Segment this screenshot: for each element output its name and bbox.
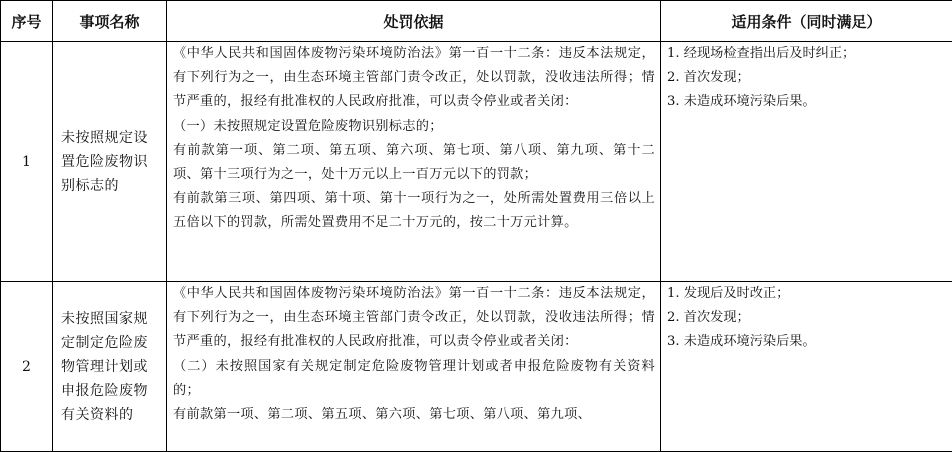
header-applicable-conditions: 适用条件（同时满足） <box>661 1 952 42</box>
penalty-basis-cell <box>167 282 661 452</box>
condition-item: 2. 首次发现； <box>667 310 750 325</box>
basis-paragraph: （一）未按照规定设置危险废物识别标志的； <box>173 118 443 134</box>
header-serial-no: 序号 <box>1 1 53 42</box>
serial-no-cell: 1 <box>1 42 53 282</box>
condition-item: 2. 首次发现； <box>667 70 750 85</box>
condition-item: 1. 经现场检查指出后及时纠正； <box>667 46 856 61</box>
item-name-cell: 未按照国家规定制定危险废物管理计划或申报危险废物有关资料的 <box>53 282 167 452</box>
header-item-name: 事项名称 <box>53 1 167 42</box>
basis-paragraph: 《中华人民共和国固体废物污染环境防治法》第一百一十二条：违反本法规定，有下列行为之一，由生态环境主管部门责令改正，处以罚款，没收违法所得；情节严重的，报经有批准权的人民政府批准，可以责令停业或者关闭： <box>173 286 655 350</box>
basis-paragraph: 《中华人民共和国固体废物污染环境防治法》第一百一十二条：违反本法规定，有下列行为之一，由生态环境主管部门责令改正，处以罚款，没收违法所得；情节严重的，报经有批准权的人民政府批准，可以责令停业或者关闭： <box>173 46 655 110</box>
basis-paragraph: 有前款第三项、第四项、第十项、第十一项行为之一，处所需处置费用三倍以上五倍以下的罚款，所需处置费用不足二十万元的，按二十万元计算。 <box>173 191 655 231</box>
header-penalty-basis: 处罚依据 <box>167 1 661 42</box>
condition-item: 1. 发现后及时改正； <box>667 286 790 301</box>
conditions-cell <box>661 42 952 282</box>
penalty-basis-cell <box>167 42 661 282</box>
basis-paragraph: 有前款第一项、第二项、第五项、第六项、第七项、第八项、第九项、第十二项、第十三项行为之一，处十万元以上一百万元以下的罚款； <box>173 142 655 183</box>
condition-item: 3. 未造成环境污染后果。 <box>667 94 816 109</box>
serial-no-cell: 2 <box>1 282 53 452</box>
table-header-row <box>1 1 952 42</box>
table-row <box>1 282 952 452</box>
table-row <box>1 42 952 282</box>
basis-paragraph: （二）未按照国家有关规定制定危险废物管理计划或者申报危险废物有关资料的； <box>173 358 655 398</box>
basis-paragraph: 有前款第一项、第二项、第五项、第六项、第七项、第八项、第九项、 <box>173 407 592 423</box>
item-name-cell: 未按照规定设置危险废物识别标志的 <box>53 42 167 282</box>
condition-item: 3. 未造成环境污染后果。 <box>667 334 816 349</box>
conditions-cell <box>661 282 952 452</box>
